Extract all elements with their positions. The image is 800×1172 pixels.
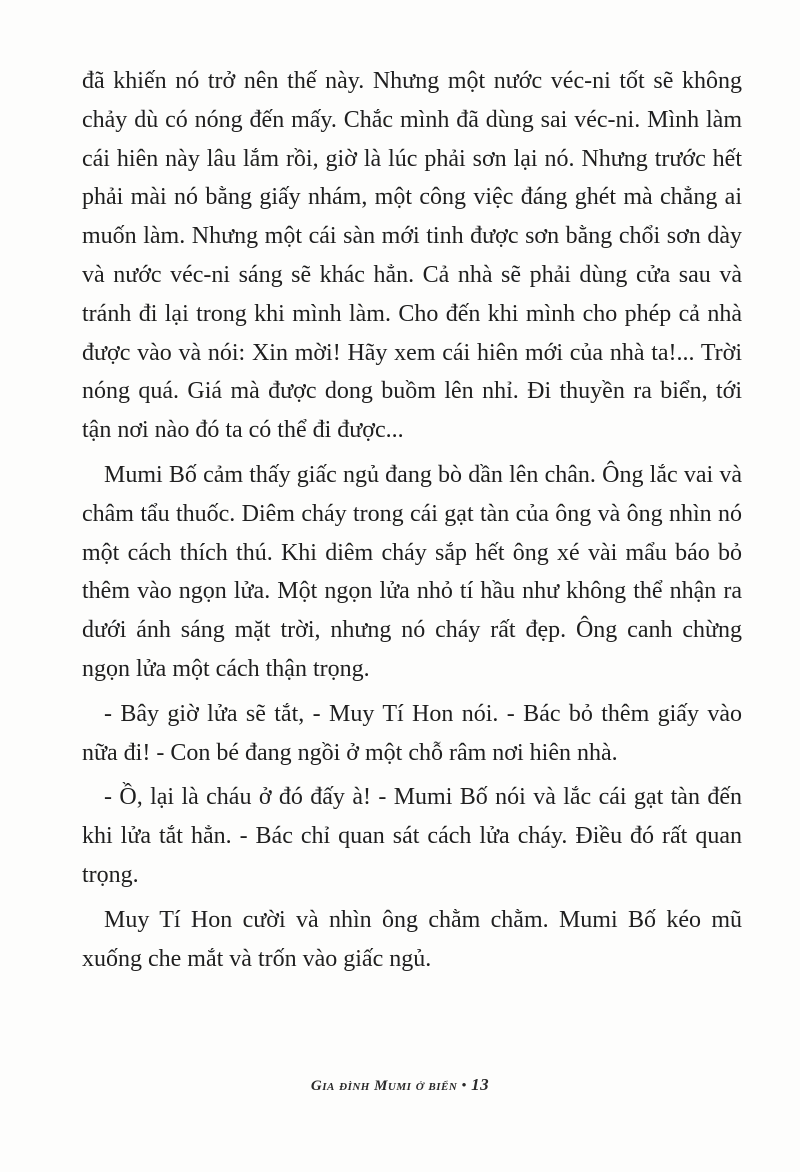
footer-book-title: Gia đình Mumi ở biển bbox=[310, 1078, 458, 1094]
paragraph-closing: Muy Tí Hon cười và nhìn ông chằm chằm. Mumi Bố kéo mũ xuống che mắt và trốn vào giấc ngủ. bbox=[82, 906, 742, 972]
body-text bbox=[82, 62, 742, 984]
footer-separator: • bbox=[461, 1078, 468, 1094]
page-number: 13 bbox=[471, 1075, 490, 1094]
paragraph-mumi-replies: - Ồ, lại là cháu ở đó đấy à! - Mumi Bố nói và lắc cái gạt tàn đến khi lửa tắt hẳn. - Bác chỉ quan sát cách lửa cháy. Điều đó rất quan trọng. bbox=[82, 784, 742, 888]
running-footer bbox=[0, 1075, 800, 1095]
paragraph-continuation: đã khiến nó trở nên thế này. Nhưng một nước véc-ni tốt sẽ không chảy dù có nóng đến mấy. Chắc mình đã dùng sai véc-ni. Mình làm cái hiên này lâu lắm rồi, giờ là lúc phải sơn lại nó. Nhưng trước hết phải mài nó bằng giấy nhám, một công việc đáng ghét mà chẳng ai muốn làm. Nhưng một cái sàn mới tinh được sơn bằng chổi sơn dày và nước véc-ni sáng sẽ khác hẳn. Cả nhà sẽ phải dùng cửa sau và tránh đi lại trong khi mình làm. Cho đến khi mình cho phép cả nhà được vào và nói: Xin mời! Hãy xem cái hiên mới của nhà ta!... Trời nóng quá. Giá mà được dong buồm lên nhỉ. Đi thuyền ra biển, tới tận nơi nào đó ta có thể đi được... bbox=[82, 68, 742, 444]
paragraph-little-my-speaks: - Bây giờ lửa sẽ tắt, - Muy Tí Hon nói. - Bác bỏ thêm giấy vào nữa đi! - Con bé đang ngồi ở một chỗ râm nơi hiên nhà. bbox=[82, 700, 742, 766]
paragraph-mumi-sleepy: Mumi Bố cảm thấy giấc ngủ đang bò dần lên chân. Ông lắc vai và châm tẩu thuốc. Diêm cháy trong cái gạt tàn của ông và ông nhìn nó một cách thích thú. Khi diêm cháy sắp hết ông xé vài mẩu báo bỏ thêm vào ngọn lửa. Một ngọn lửa nhỏ tí hầu như không thể nhận ra dưới ánh sáng mặt trời, nhưng nó cháy rất đẹp. Ông canh chừng ngọn lửa một cách thận trọng. bbox=[82, 461, 742, 682]
